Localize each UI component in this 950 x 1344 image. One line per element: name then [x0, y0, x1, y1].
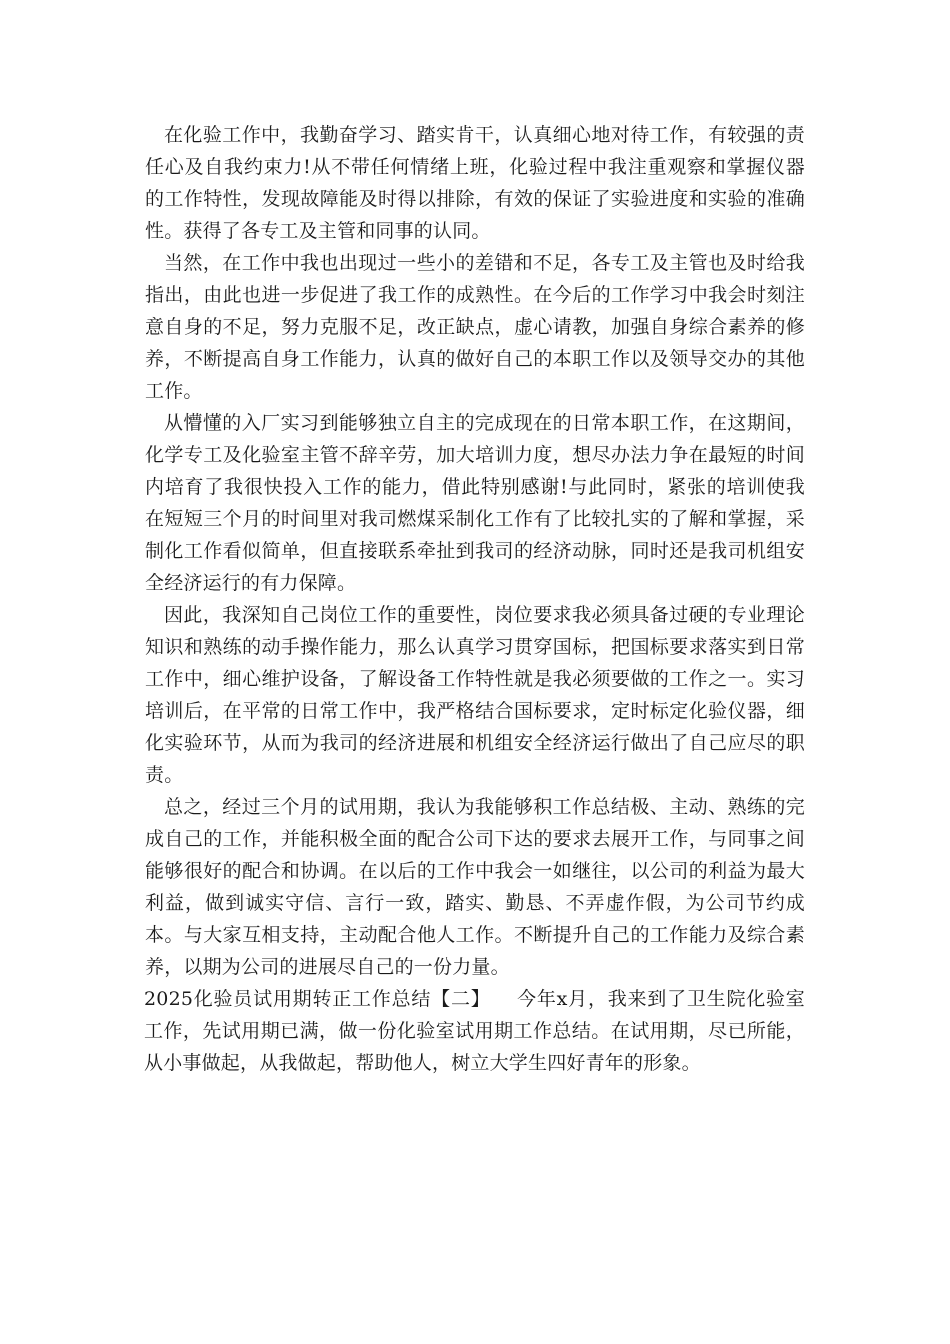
paragraph-4: 因此，我深知自己岗位工作的重要性，岗位要求我必须具备过硬的专业理论知识和熟练的动手操作能力，那么认真学习贯穿国标，把国标要求落实到日常工作中，细心维护设备，了解设备工作特性就是我必须要做的工作之一。实习培训后，在平常的日常工作中，我严格结合国标要求，定时标定化验仪器，细化实验环节，从而为我司的经济进展和机组安全经济运行做出了自己应尽的职责。	[145, 604, 805, 786]
paragraph-3: 从懵懂的入厂实习到能够独立自主的完成现在的日常本职工作，在这期间，化学专工及化验室主管不辞辛劳，加大培训力度，想尽办法力争在最短的时间内培育了我很快投入工作的能力，借此特别感谢!与此同时，紧张的培训使我在短短三个月的时间里对我司燃煤采制化工作有了比较扎实的了解和掌握，采制化工作看似简单，但直接联系牵扯到我司的经济动脉，同时还是我司机组安全经济运行的有力保障。	[145, 412, 805, 594]
document-body	[145, 119, 805, 1079]
paragraph-2: 当然，在工作中我也出现过一些小的差错和不足，各专工及主管也及时给我指出，由此也进一步促进了我工作的成熟性。在今后的工作学习中我会时刻注意自身的不足，努力克服不足，改正缺点，虚心请教，加强自身综合素养的修养，不断提高自身工作能力，认真的做好自己的本职工作以及领导交办的其他工作。	[145, 252, 805, 402]
section-title: 2025化验员试用期转正工作总结【二】	[144, 988, 491, 1010]
section-two	[144, 983, 805, 1079]
paragraph-5: 总之，经过三个月的试用期，我认为我能够积工作总结极、主动、熟练的完成自己的工作，并能积极全面的配合公司下达的要求去展开工作，与同事之间能够很好的配合和协调。在以后的工作中我会一如继往，以公司的利益为最大利益，做到诚实守信、言行一致，踏实、勤恳、不弄虚作假，为公司节约成本。与大家互相支持，主动配合他人工作。不断提升自己的工作能力及综合素养，以期为公司的进展尽自己的一份力量。	[145, 796, 805, 978]
section-body: 今年x月，我来到了卫生院化验室工作，先试用期已满，做一份化验室试用期工作总结。在试用期，尽已所能，从小事做起，从我做起，帮助他人，树立大学生四好青年的形象。	[144, 988, 806, 1074]
paragraph-1: 在化验工作中，我勤奋学习、踏实肯干，认真细心地对待工作，有较强的责任心及自我约束力!从不带任何情绪上班，化验过程中我注重观察和掌握仪器的工作特性，发现故障能及时得以排除，有效的保证了实验进度和实验的准确性。获得了各专工及主管和同事的认同。	[145, 124, 805, 242]
